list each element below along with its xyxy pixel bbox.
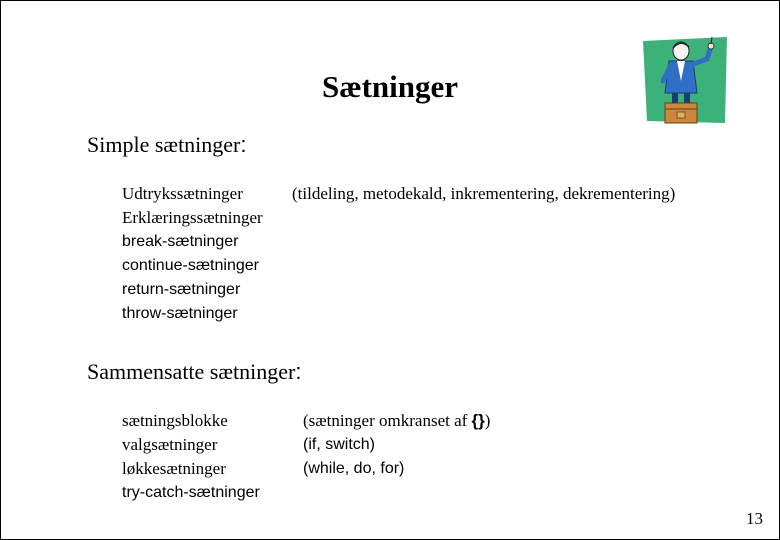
page-number: 13 [746,509,763,528]
expression-statements-note: (tildeling, metodekald, inkrementering, dekrementering) [292,184,676,203]
simple-heading-colon: : [240,132,247,157]
list-item: løkkesætninger [122,459,226,478]
list-item: Udtrykssætninger [122,184,243,203]
simple-statements-heading [87,132,247,158]
compound-statements-heading [87,359,301,385]
list-item: Erklæringssætninger [122,208,263,227]
list-item: sætningsblokke [122,411,228,430]
compound-heading-text: Sammensatte sætninger [87,359,296,384]
list-item: throw-sætninger [122,305,238,322]
blocks-note-prefix: (sætninger omkranset af [303,411,472,430]
blocks-note-braces: {} [471,411,485,430]
list-item: continue-sætninger [122,257,259,274]
slide-title: Sætninger [321,69,459,104]
blocks-note-suffix: ) [484,411,491,430]
list-item: try-catch-sætninger [122,484,260,501]
list-item: break-sætninger [122,233,239,250]
selection-note: (if, switch) [303,436,375,453]
compound-heading-colon: : [295,359,302,384]
loops-note: (while, do, for) [303,460,405,477]
simple-heading-text: Simple sætninger [87,132,241,157]
list-item: valgsætninger [122,435,218,454]
list-item: return-sætninger [122,281,241,298]
blocks-note [303,409,490,433]
